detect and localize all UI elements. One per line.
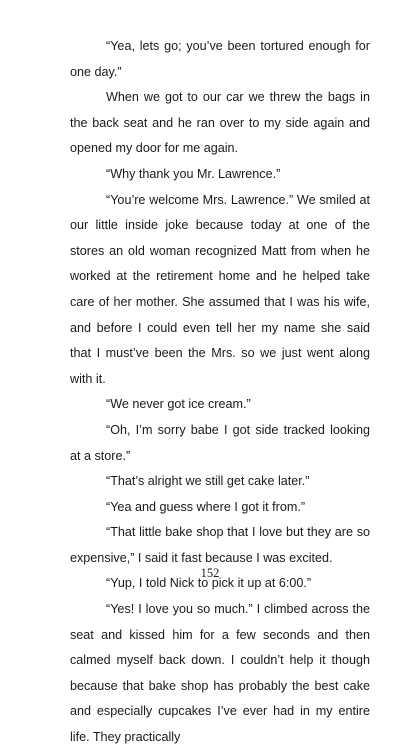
body-text bbox=[70, 34, 370, 751]
paragraph: “That little bake shop that I love but they are so expensive,” I said it fast because I was excited. bbox=[70, 525, 370, 565]
paragraph: “Oh, I’m sorry babe I got side tracked looking at a store.” bbox=[70, 422, 370, 463]
paragraph: “That’s alright we still get cake later.” bbox=[106, 474, 310, 489]
paragraph: When we got to our car we threw the bags in the back seat and he ran over to my side again and opened my door for me again. bbox=[70, 90, 370, 156]
page-number: 152 bbox=[200, 566, 220, 580]
paragraph: “You’re welcome Mrs. Lawrence.” We smiled at our little inside joke because today at one of the stores an old woman recognized Matt from when he worked at the retirement home and he helped take care of her mother. She assumed that I was his wife, and before I could even tell her my name she said that I must’ve been the Mrs. so we just went along with it. bbox=[70, 192, 370, 386]
paragraph: “Why thank you Mr. Lawrence.” bbox=[106, 166, 281, 181]
paragraph: “Yup, I told Nick to pick it up at 6:00.” bbox=[106, 576, 312, 591]
paragraph: “We never got ice cream.” bbox=[106, 397, 251, 412]
paragraph: “Yea and guess where I got it from.” bbox=[106, 499, 306, 514]
paragraph: “Yea, lets go; you’ve been tortured enough for one day.” bbox=[70, 39, 370, 79]
paragraph: “Yes! I love you so much.” I climbed across the seat and kissed him for a few seconds and then calmed myself back down. I couldn’t help it though because that bake shop has probably the best cake and especially cupcakes I’ve ever had in my entire life. They practically bbox=[70, 602, 370, 745]
